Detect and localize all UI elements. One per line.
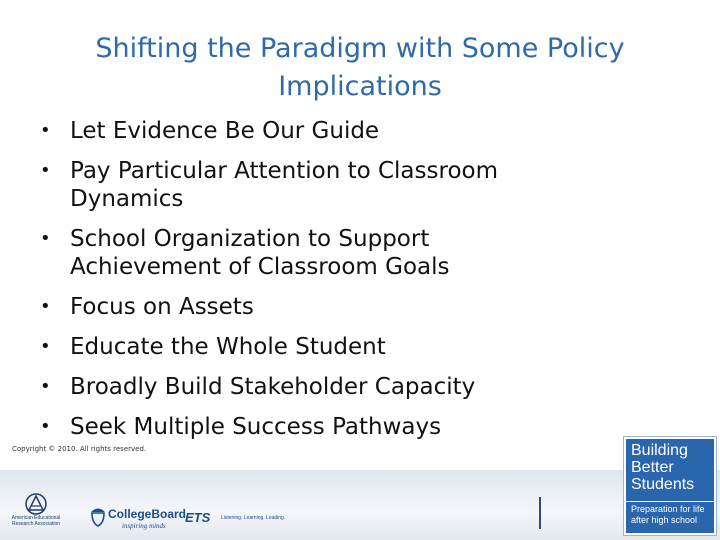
bbs-line-2: Better xyxy=(631,459,674,476)
bullet-text: Focus on Assets xyxy=(70,294,254,320)
bbs-sub-line-1: Preparation for life xyxy=(631,504,705,514)
building-better-students-logo xyxy=(624,437,716,535)
bbs-title xyxy=(631,442,694,493)
collegeboard-tagline: inspiring minds xyxy=(122,522,166,530)
bullet-text: Seek Multiple Success Pathways xyxy=(70,414,442,440)
bbs-divider xyxy=(626,501,714,502)
collegeboard-logo xyxy=(88,505,187,533)
bullet-text: School Organization to Support xyxy=(70,226,430,252)
title-line-2: Implications xyxy=(278,71,442,102)
bullet-item xyxy=(40,333,640,361)
bullet-item xyxy=(40,157,640,213)
bullet-icon: • xyxy=(40,296,51,317)
bbs-line-3: Students xyxy=(631,476,695,493)
bullet-item xyxy=(40,293,640,321)
aera-line-1: American Educational xyxy=(11,515,61,521)
bbs-subtitle xyxy=(631,504,705,526)
bbs-sub-line-2: after high school xyxy=(631,515,698,525)
bullet-text: Pay Particular Attention to Classroom xyxy=(70,158,498,184)
collegeboard-name: CollegeBoard xyxy=(108,507,187,521)
bullet-item xyxy=(40,373,640,401)
title-line-1: Shifting the Paradigm with Some Policy xyxy=(95,33,625,64)
bullet-icon: • xyxy=(40,228,51,249)
bullet-text: Educate the Whole Student xyxy=(70,334,386,360)
bullet-icon: • xyxy=(40,376,51,397)
bullet-icon: • xyxy=(40,336,51,357)
acorn-icon xyxy=(88,505,108,527)
footer-divider xyxy=(539,497,541,529)
bullet-list xyxy=(40,117,640,453)
bullet-icon: • xyxy=(40,120,51,141)
ets-tagline: Listening. Learning. Leading. xyxy=(221,515,286,521)
aera-logo xyxy=(8,493,64,533)
aera-line-2: Research Association xyxy=(11,521,61,527)
bullet-item xyxy=(40,225,640,281)
bbs-line-1: Building xyxy=(631,442,688,459)
bullet-text: Broadly Build Stakeholder Capacity xyxy=(70,374,476,400)
aera-emblem-icon xyxy=(25,493,47,515)
ets-logo xyxy=(185,510,295,530)
bullet-text: Let Evidence Be Our Guide xyxy=(70,118,380,144)
bullet-item xyxy=(40,413,640,441)
bullet-icon: • xyxy=(40,160,51,181)
bullet-icon: • xyxy=(40,416,51,437)
bullet-text-continued: Achievement of Classroom Goals xyxy=(70,254,450,280)
copyright-notice: Copyright © 2010. All rights reserved. xyxy=(12,445,147,453)
bullet-item xyxy=(40,117,640,145)
bullet-text-continued: Dynamics xyxy=(70,186,184,212)
ets-name: ETS xyxy=(185,510,211,525)
slide-title xyxy=(20,30,700,106)
